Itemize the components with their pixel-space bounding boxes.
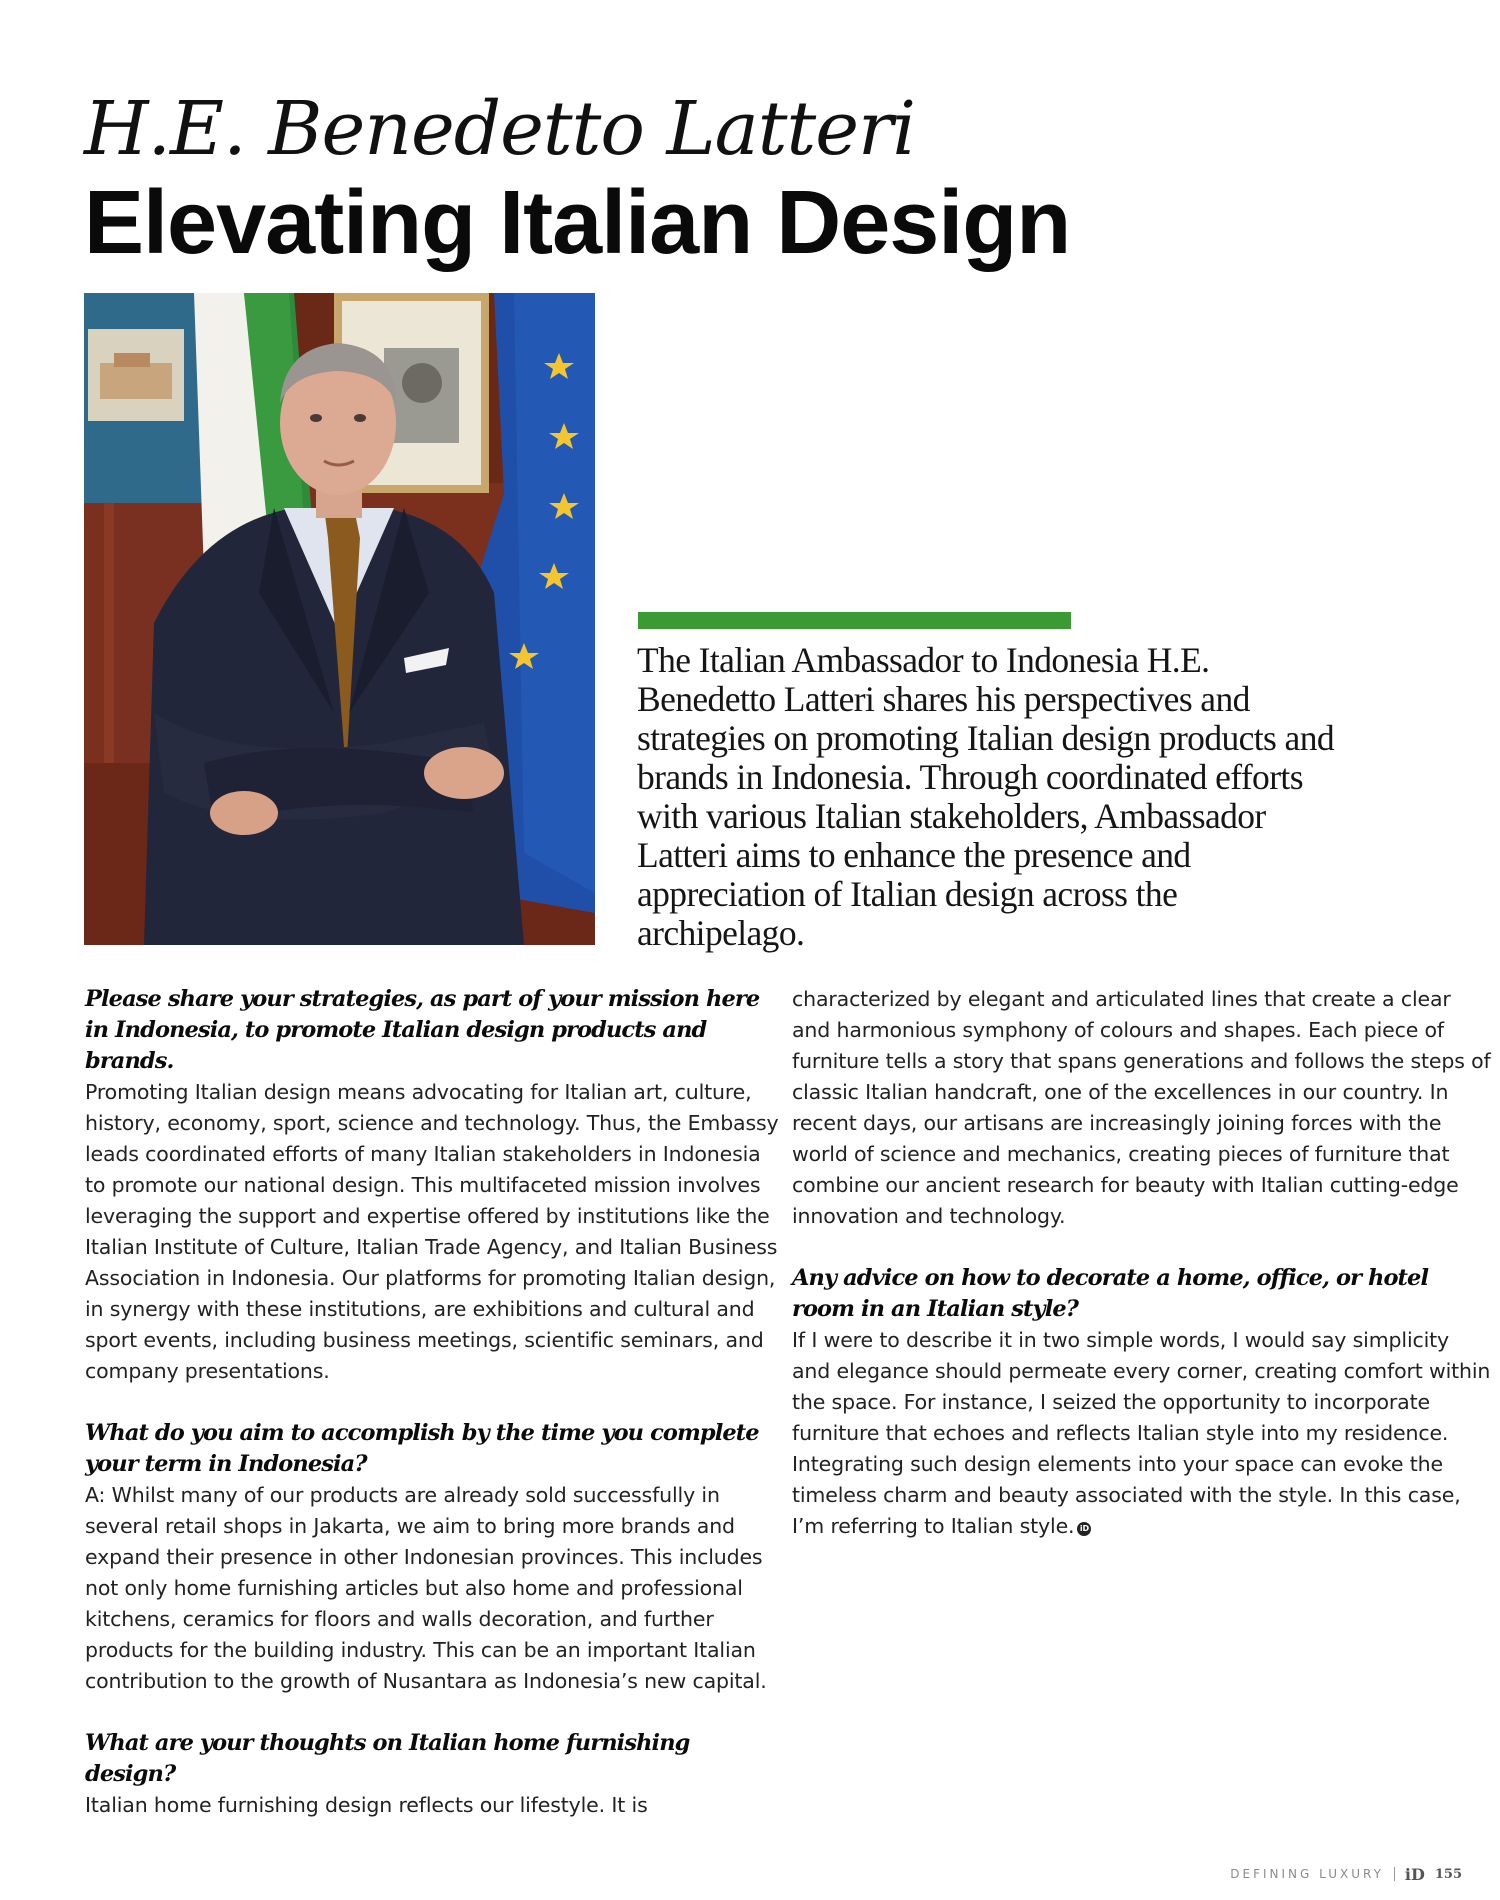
right-column (792, 984, 1492, 1542)
page-number: 155 (1434, 1866, 1462, 1882)
answer-2: A: Whilst many of our products are already sold successfully in several retail shops in Jakarta, we aim to bring more brands and expand their presence in other Indonesian provinces. This includes not only home furnishing articles but also home and professional kitchens, ceramics for floors and walls decoration, and further products for the building industry. This can be an important Italian contribution to the growth of Nusantara as Indonesia’s new capital. (85, 1483, 767, 1693)
answer-3-continued: characterized by elegant and articulated lines that create a clear and harmonious symphony of colours and shapes. Each piece of furniture tells a story that spans generations and follows the steps of classic Italian handcraft, one of the excellences in our country. In recent days, our artisans are increasingly joining forces with the world of science and mechanics, creating pieces of furniture that combine our ancient research for beauty with Italian cutting-edge innovation and technology. (792, 987, 1491, 1228)
magazine-logo: iD (1404, 1864, 1425, 1884)
portrait-illustration (84, 293, 595, 945)
answer-3-start: Italian home furnishing design reflects our lifestyle. It is (85, 1793, 648, 1817)
question-1: Please share your strategies, as part of your mission here in Indonesia, to promote Italian design products and brands. (85, 986, 760, 1074)
accent-bar (638, 612, 1071, 629)
article-kicker: H.E. Benedetto Latteri (84, 86, 916, 172)
answer-1: Promoting Italian design means advocating for Italian art, culture, history, economy, sport, science and technology. Thus, the Embassy leads coordinated efforts of many Italian stakeholders in Indonesia to promote our national design. This multifaceted mission involves leveraging the support and expertise offered by institutions like the Italian Institute of Culture, Italian Trade Agency, and Italian Business Association in Indonesia. Our platforms for promoting Italian design, in synergy with these institutions, are exhibitions and cultural and sport events, including business meetings, scientific seminars, and company presentations. (85, 1080, 779, 1383)
answer-4 (792, 1325, 1492, 1542)
page-footer (1230, 1864, 1462, 1884)
article-title: Elevating Italian Design (84, 173, 1071, 273)
answer-4-text: If I were to describe it in two simple words, I would say simplicity and elegance should permeate every corner, creating comfort within the space. For instance, I seized the opportunity to incorporate furniture that echoes and reflects Italian style into my residence. Integrating such design elements into your space can evoke the timeless charm and beauty associated with the style. In this case, I’m referring to Italian style. (792, 1328, 1491, 1538)
end-mark-icon: iD (1077, 1522, 1091, 1536)
left-column (85, 984, 785, 1821)
footer-tagline: DEFINING LUXURY (1230, 1867, 1384, 1881)
question-3: What are your thoughts on Italian home furnishing design? (85, 1730, 690, 1787)
footer-divider (1394, 1867, 1395, 1881)
question-4: Any advice on how to decorate a home, office, or hotel room in an Italian style? (792, 1265, 1429, 1322)
question-2: What do you aim to accomplish by the time you complete your term in Indonesia? (85, 1420, 759, 1477)
ambassador-portrait-photo (84, 293, 595, 945)
intro-paragraph: The Italian Ambassador to Indonesia H.E. Benedetto Latteri shares his perspectives and strategies on promoting Italian design products and brands in Indonesia. Through coordinated efforts with various Italian stakeholders, Ambassador Latteri aims to enhance the presence and appreciation of Italian design across the archipelago. (637, 640, 1334, 953)
